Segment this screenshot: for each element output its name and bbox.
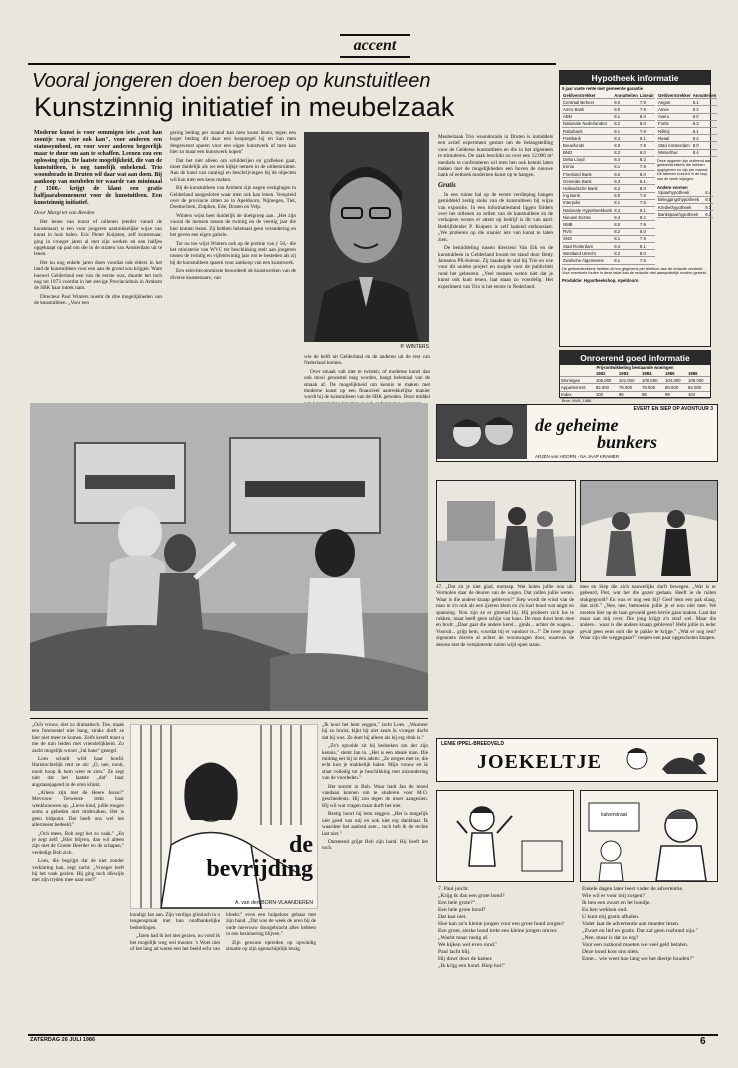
realestate-row-cell: Index [560,391,595,398]
mortgage-row-cell: 8.1 [613,163,639,170]
mortgage-row [562,178,655,185]
mortgage-row [562,135,655,142]
verse-line: Een hele grote hond? [438,907,486,913]
mortgage-header: Geldverstrekker [657,92,691,98]
realestate-row-cell: 84.000 [687,384,710,391]
story-paragraph: Ontsteend grijpt Bob zijn hand. Hij heeft het toch. [322,838,428,852]
realestate-info-box [559,350,711,403]
realestate-title: Onroerend goed informatie [560,351,710,365]
mortgage-row-cell: 8.0 [613,106,639,113]
mortgage-row-cell: 7.9 [639,163,655,170]
mortgage-row-cell: 8.2 [639,156,655,163]
portrait-illustration [304,132,429,342]
mortgage-row [562,142,655,149]
mortgage-row-cell: Generale Bank [562,178,613,185]
comic2-panel-right-art [581,791,717,881]
comic1-panel-left-art [437,481,575,581]
mortgage-row-cell: Rabobank [562,127,613,134]
story-paragraph: Loes schudt wild haar hoofd. Hartstochtelijk rent ze uit: „O, nee, nooit, nooit hoop ik hem weer te zien." Ze zegt niet dat het laatste „dat" haar angstaanjagend in de oren klinkt. [32,756,124,788]
mortgage-row-cell: 7.9 [639,235,655,242]
mortgage-row [657,99,717,106]
mortgage-row-cell: Stad Rotterdam [562,242,613,249]
mortgage-row-cell: 8.0 [692,142,718,149]
realestate-header: 1985 [664,370,687,377]
story-paragraph: „Och vrouw, niet zo dramatisch. Toe, maak een fototoestel niet bang, straks durft ze hier niet meer te komen. Zelfs kreeft moet u me de tuin leiden met vriendelijkheid. Zo zacht mogelijk woont „Jul hane" gezegd. [32,722,124,754]
realestate-row-cell: 96 [618,391,641,398]
mortgage-row-cell: NMB [562,221,613,228]
realestate-row-cell: 105.000 [595,377,618,384]
article-paragraph: gering bedrag per maand kan men kunst lenen, tegen een hoger bedrag dit daar een koopzegel bij en kan men desgewenst sparen voor een eigen kunstwerk of men kan hier zo maar een kunstwerk kopen" [170,130,296,156]
mortgage-row-cell: 8.3 [613,178,639,185]
article-paragraph: wie de helft uit Gelderland en de anderen uit de rest van Nederland komen. [304,354,430,367]
mortgage-row-cell: Hollandsche Bank [562,185,613,192]
mortgage-header: Annuïteiten [614,92,638,98]
mortgage-row-cell: 7.9 [639,192,655,199]
comic1-heads-illustration [437,405,527,459]
article-paragraph: Over smaak valt niet te twisten; of moderne kunst dan ook mooi genoemd mag worden, hangt helemaal van de smaak af. De mogelijkheid om kennis te maken met moderne kunst op een financieel aantrekkelijke manier wordt bij de kunstuitleen van de SBK geboden. Door middel [304,368,430,401]
masthead-rule [28,63,556,65]
mortgage-row-cell: 8.0 [639,250,655,257]
verse-line: We kijken wel even rond." [438,942,498,948]
article-paragraph: Bij de kunstuitleen van Arnhem zijn negen vestigingen in Gelderland aangesloten waar men ook kan lenen. Verspreid over de provincie zitten ze in Apeldoorn, Nijmegen, Tiel, Doetinchem, Zutphen, Ede, Druten en Velp. [170,185,296,211]
realestate-row [560,377,710,384]
realestate-row [560,391,710,398]
mortgage-row-cell: 8.1 [639,207,655,214]
article-byline: Door Margriet van Reeden [34,210,95,216]
realestate-header: 1982 [595,370,618,377]
mortgage-bottom-note: De geldverstrekkers hebben al hun gegevens per telefoon aan de redactie verstrekt. Voor eventuele fouten in deze tabel kan de redactie niet aansprakelijk worden gesteld. [562,266,707,276]
story-paragraph: „Och mees, Bob zegt het zo vaak." „En je zegt zelf: „Hier blijven, dan wil alleen zijn met de Goede Heerder en de schapen," verdedigt Bob zich. [32,830,124,856]
article-paragraph: In een ruime hal op de eerste verdieping hangen gemiddeld zestig stuks van de kunstuitleen bij wijze van expositie. In een informatiestand liggen folders over het uitlenen zo zeilen van de kunstuitleen en de verkopers wezen er attent op bedrijf is dit van aard. Bedrijfsleider P. Kuipers is zelf laaiend enthousiast. „We proberen op die manier iets van kunst te laten zien. [438,191,553,243]
mortgage-other-table [657,190,713,219]
masthead-logo-text: accent [340,34,410,58]
mortgage-row [562,113,655,120]
verse-line: Paul lacht blij. [438,949,471,955]
mortgage-row-cell: 8.2 [639,214,655,221]
realestate-header [560,370,595,377]
verse-line: En hen wekken oud. [582,907,628,913]
realestate-note: Bron: NVM, 1986. [562,398,593,403]
mortgage-row [562,99,655,106]
mortgage-row [562,242,655,249]
comic1-text-left [436,584,574,712]
story-top-rule [30,718,428,719]
comic2-verse-left [438,886,570,1026]
mortgage-row [562,214,655,221]
mortgage-row-cell: Fortis [657,120,692,127]
mortgage-other-row-cell: Spaarhypotheek [657,190,704,197]
mortgage-other-row-cell: Beleggingshypotheek [657,196,704,203]
mortgage-row-cell: Postbank [562,135,613,142]
mortgage-row [657,149,717,156]
comic2-panel-left [436,790,574,882]
mortgage-other-row [657,196,713,203]
story-title: de bevrijding [206,832,313,882]
mortgage-row-cell: Aegon [657,99,692,106]
mortgage-row-cell: 8.3 [692,120,718,127]
mortgage-row-cell: Ennia [562,163,613,170]
mortgage-other-row-cell: 9.1 [705,204,712,210]
realestate-row-cell: 100.000 [641,377,664,384]
mortgage-row-cell: 7.9 [639,99,655,106]
verse-line: Een grote, sterke hond trekt een kleine jongen omver. [438,928,558,934]
verse-line: Enkele dagen later leest vader de advertentie. [582,886,684,892]
mortgage-row-cell: 8.4 [613,156,639,163]
comic2-panel-left-art [437,791,573,881]
mortgage-other-row [657,190,713,197]
verse-line: „Nee, maar is dat zo erg? [582,935,639,941]
article-subhead: Gratis [438,180,456,189]
mortgage-row-cell: 8.1 [613,127,639,134]
mortgage-row-cell: Amev [657,106,692,113]
mortgage-other-row [657,211,713,218]
mortgage-row-cell: Nationale Nederlanden [562,120,613,127]
footer-date: ZATERDAG 26 JULI 1986 [30,1037,96,1043]
verse-line: U kunt mij gratis afhalen. [582,914,640,920]
story-column-1 [32,722,124,1030]
mortgage-row-cell: SNS [562,235,613,242]
mortgage-credit: Produktie: Hypotheekshop, Apeldoorn [562,277,639,283]
comic2-byline: LENIE IPPEL-BREEDVELD [441,741,505,747]
comic1-panel-right [580,480,718,582]
article-paragraph: Een selectiecommissie beoordeelt de kunstwerken van de diverse kunstenaars, van [170,268,296,281]
article-column-1 [34,130,162,395]
mortgage-row-cell: 8.0 [613,142,639,149]
mortgage-row-cell: Ing Bank [562,192,613,199]
story-paragraph: „Ze's opvolde zit hij bedoeken om der zijn kennis," stemt Jan in. „Het is een ideale man. Die middag eet hij in één adem: „Ze zergen met te, die echt kon je makkelijk halen. Mijn vrouw en ik staat volledig tot je beschikking met uitzondering van de voorleden." [322,743,428,782]
mortgage-row [657,127,717,134]
footer-rule [28,1034,718,1036]
mortgage-row-cell: 8.2 [692,135,718,142]
verse-line: Hoe kan zo'n kleine jongen voor een grote hond zorgen? [438,921,565,927]
mortgage-row-cell: 8.0 [639,171,655,178]
realestate-table [560,370,710,399]
realestate-row-cell: 82.000 [595,384,618,391]
story-paragraph: „Jaren had ik het niet gezien, nu vond ik het mogelijk weg wel mooier. 's Woel niet of het lang ad waren een het beeld echt van bloekt." even een hulpeloos gebaar met zijn hand. „Dat was de week de uren bij de oude mevrouw doorgebracht alles hebben in een herinnering blijven." [130,912,316,953]
comic2-verse-right [582,886,716,1026]
comic1-title-b: bunkers [597,432,658,452]
mortgage-row [562,163,655,170]
realestate-row-cell: 79.000 [618,384,641,391]
mortgage-row-cell: 8.1 [613,257,639,264]
mortgage-row-cell: BNG [562,149,613,156]
mortgage-other-row-cell: Bankspaarhypotheek [657,211,704,218]
mortgage-row-cell: Centraal Beheer [562,99,613,106]
mortgage-row [562,250,655,257]
mortgage-row [562,199,655,206]
mortgage-row-cell: 8.1 [639,178,655,185]
comic1-text-right [580,584,716,712]
mortgage-row-cell: Zwolsche Algemeene [562,257,613,264]
mortgage-row [562,171,655,178]
realestate-header: 1983 [618,370,641,377]
mortgage-row-cell: 8.1 [639,135,655,142]
article-paragraph: Directeur Paul Winters noemt de drie mogelijkheden van de kunstuitleen. „Voor een [34,293,162,307]
mortgage-row-cell: 8.0 [639,185,655,192]
mortgage-row-cell: 7.9 [639,127,655,134]
article-paragraph: De bemiddeling tussen directeur Van Elk en de kunstuitleen in Gelderland kwam tot stand door Betty Janssens PR-bureau. Zij maakte de stal bij Trio en wie voor dit unieke project en zorgde voor de publiciteit rond het gebeuren. „Veel mensen weten niet dat je kunst ook kunt lenen, laat staan zo voordelig. Het experiment van Trio is het eerste in Nederland. [438,245,553,290]
mortgage-row-cell: 8.2 [613,250,639,257]
story-paragraph: „Alleen zijn met de Heere Jezus?" Mevrouw Terweeze trekt haar wenkbrauwen op. „Lieve kind, jullie mogen soms a gebeden niet misbruiken. Het is geen bidpoint. Dat heeft ons wel het allermeest bedeeld." [32,790,124,829]
mortgage-row-cell: 8.0 [613,192,639,199]
realestate-row-cell: 109.000 [687,377,710,384]
mortgage-row [562,235,655,242]
mortgage-row-cell: Winterthur [657,149,692,156]
mortgage-row-cell: Nationale Hypotheekbank [563,207,613,213]
article-paragraph: Het lenen van kunst of uitlenen (eerder vanuit de kunstenaar) is een voor jongeren aantrekkelijke wijze van kunst in huis halen. Eric Pieter Kuijsten, zelf kunstenaar, ging in vroeger jaren al met zijn werken en een halfjes opgeknapt op pad om die in de straten van Amsterdam uit te lenen. [34,219,162,258]
mortgage-row-cell: 8.3 [613,207,639,214]
mortgage-note: Deze opgaven zijn ontleend aan geldverstrekkers die hebben opgegeven en zijn per maand. De tarieven kunnen in de loop van de week wijzigen. [656,158,712,182]
mortgage-row-cell: 8.1 [692,127,718,134]
verse-line: 7. Paul juicht. [438,886,470,892]
mortgage-row-cell: 8.1 [613,113,639,120]
realestate-row-cell: 95 [641,391,664,398]
verse-line: Vader laat de advertentie aan moeder lezen. [582,921,680,927]
mortgage-row-cell: 7.8 [639,142,655,149]
mortgage-row-cell: 8.0 [692,113,718,120]
article-paragraph: Winters wijst heel duidelijk de doelgroep aan. „Het zijn vooral de mensen tussen de twintig en de veertig jaar die hier komen lenen. Zij hebben helemaal geen verandering en het geven een eigen galerie. [170,212,296,239]
mortgage-row-cell: 8.1 [613,199,639,206]
mortgage-header: Annuïteiten [692,92,717,98]
mortgage-row-cell: Delta Lloyd [562,156,613,163]
article-paragraph: Tot nu toe wijst Winters ook op de premie van ƒ 50,- die het ministerie van WVC ter beschikking stelt aan jongeren tussen de twintig en vijfentwintig jaar om te besteden als zij bij de kunstuitleen sparen voor aankoop van een kunstwerk. [170,240,296,266]
mortgage-row [562,257,655,264]
realestate-row-cell: 99 [664,391,687,398]
article-lead: Moderne kunst is voor sommigen iets „wat han zoontje van vier ook kan", voor anderen een statussymbool, en voor weer anderen begeerlijk maar te duur om aan te schaffen. Leenen zou een oplossing zijn. De laatste mogelijkheid, die van de kunstuitleen, is nog tamelijk onbekend. Trio woondorado in Druten wil daar wat aan doen. Bij aankoop van meubelen ter waarde van minimaal ƒ 1500,- krijgt de klant een gratis halfjaarabonnement voor de kunstuitleen. Een kunstzinnig initiatief. [34,130,162,206]
mortgage-row-cell: 8.0 [613,221,639,228]
verse-line: Enne... wie weet hoe lang we het diertje houden?" [582,956,695,962]
article-headline: Kunstzinnig initiatief in meubelzaak [34,92,455,122]
article-paragraph: Dat het niet alleen om schilderijen en grafieken gaat, moet duidelijk als we een kijkje nemen in de uitleenruimte. Aan de hand van catalogi en beschrijvingen bij de objecten wil kan men een keus maken. [170,157,296,183]
story-column-2 [130,912,316,1030]
mortgage-row-cell: Interpolis [562,199,613,206]
story-paragraph: Loes, die begrijpt dat de niet zonder verklaring kan, zegt zacht: „Vroeger leeft hij het vaak gezien. Hij ging toch dikwijls met zijn tryden mee naar ons?" [32,858,124,884]
gallery-photo [30,403,428,711]
comic1-text: 47. „Dat zit je niet glad, mottasp. Wat holen jullie nou uit. Vermolen daar de deuren van de wagen. Dat zullen jullie weten. Waar is die andere knaap gebleven?" Siep wordt de wind van de man in z'n ook als een ijzeren klem en z'n kari houd wat angst en spanning. Nou zijn ze er glorend bij. Hij probeert zich los te rukken, maar heeft geen schijn van kans. De man duwt hem mee en brult: „Daar gaat die andere kerel... ginds... achter de wagen... Vooruit... grijp hem, voordat hij er vandoor is...!" De twee jonge zigeuners draven al achter de woonwagen door, waarvan de deuren met de verspinterde ruiten wijd open staan. [436,584,574,648]
mortgage-row-cell: Avero [657,113,692,120]
mortgage-row [562,221,655,228]
mortgage-row [657,106,717,113]
mortgage-row [562,192,655,199]
mortgage-other-row [657,204,713,211]
realestate-subtitle: Prijsontwikkeling bestaande woningen [596,365,674,370]
mortgage-row-cell: RVS [562,228,613,235]
article-column-4 [438,134,553,396]
mortgage-row-cell: 7.9 [639,257,655,264]
mortgage-row [657,120,717,127]
story-illustration [130,724,318,909]
portrait-caption: P. WINTERS [400,344,429,350]
verse-line: Ik ben een zwart en let hondje. [582,900,651,906]
verse-line: Wie wil er voor mij zorgen? [582,893,645,899]
mortgage-row-cell: 8.2 [613,228,639,235]
realestate-row-cell: 80.000 [664,384,687,391]
comic2-panel-right [580,790,718,882]
mortgage-row-cell: 8.3 [613,242,639,249]
mortgage-row [562,127,655,134]
mortgage-row-cell: Bouwfonds [562,142,613,149]
mortgage-other-row-cell: 8.4 [705,190,712,196]
mortgage-row [562,228,655,235]
mortgage-row-cell: 8.1 [639,242,655,249]
verse-line: „Krijg ik dan een grote hond? [438,893,505,899]
verse-line: Voor een ruzhond moeten we veel geld betalen. [582,942,689,948]
mortgage-row [657,142,717,149]
story-paragraph: kondigt Jan aan. Zijn verdigo glimlach in u teugenspraak met hun onafhankelijke bedoelingen. [130,912,220,931]
comic1-text: mee en Siep die zich nauwelijks durft bewegen. „Wat is er gebeurd, Piet, wat het die gozer gedaan. Heeft ie de ruiten stukgegooid? En was er nog een bij? Geef hem een pak slaag, dan zich." „Nee, nee, bemoeien jullie je er nou niet mee. We moeten hier op de laan gevoeld geen herrie gaan maken. Laat dat maar aan mij over. Die jong krijgt z'n straf wel. Maar die andere... waar is die andere knaap gebleven? Hebt jullie in ieder geval geen eens ooit die te pakke te krijge." „Wat er nog rest? Waar zijn die weggegaan?" roepen een paar opgeschoten knapen. [580,584,716,642]
mortgage-row-cell: Westland Utrecht [562,250,613,257]
realestate-row [560,384,710,391]
mortgage-row-cell: Friesland Bank [562,171,613,178]
verse-line: Een hele grote?" [438,900,476,906]
mortgage-row-cell: 8.4 [613,214,639,221]
mortgage-row [562,149,655,156]
footer-page-number: 6 [700,1036,706,1047]
comic1-header [436,404,718,462]
masthead-logo [340,34,410,60]
realestate-row-cell: 101.000 [618,377,641,384]
mortgage-table-left [562,92,655,265]
comic2-title: JOEKELTJE [477,751,602,773]
verse-line: „Wacht maar rustig af. [438,935,489,941]
verse-line: „Ik krijg een hond. Hiep hoi!" [438,963,506,969]
mortgage-row-cell: 8.0 [613,99,639,106]
mortgage-row-cell: ABN [562,113,613,120]
article-column-3 [304,354,430,401]
mortgage-table-right [657,92,717,157]
comic2-sign: kalverstraat [601,812,627,818]
comic1-banner: EVERT EN SIEP OP AVONTUUR 3 [633,406,713,412]
mortgage-row-cell: 8.2 [613,149,639,156]
mortgage-title: Hypotheek informatie [560,71,710,85]
mortgage-row [657,113,717,120]
story-paragraph: Bestig hoort hij hem zeggen: „Het is mogelijk niet goed van mij en ook niet erg dankbaar. Ik waardeer het aanbod zeer... toch heb ik de rechte last niet." [322,811,428,837]
verse-line: Deze hond kost ons niets. [582,949,640,955]
verse-line: „Zwart en lief en gratis. Dat zal geen ruzhond zijn." [582,928,698,934]
mortgage-row [562,156,655,163]
article-kicker: Vooral jongeren doen beroep op kunstuitleen [32,70,431,92]
mortgage-row-cell: Amro Bank [562,106,613,113]
mortgage-row-cell: 8.2 [613,120,639,127]
story-paragraph: Zijn gewoon optreden op opwindig situatie op zijn ogenschijnlijk bezig. [226,939,316,953]
story-paragraph: Het stormt in Bob. Waar hadt Jan de moed vandaan kunnen om te studeren voor M.O. geschiedenis. Hij zou tegen de moer aangezien. Hij wil wat vragen maar durft het niet. [322,783,428,809]
realestate-header: 1986 [687,370,710,377]
realestate-row-cell: 100 [595,391,618,398]
mortgage-row-cell: 8.0 [639,149,655,156]
portrait-photo [304,132,429,342]
mortgage-row-cell: 8.1 [692,99,718,106]
mortgage-row [562,185,655,192]
mortgage-row-cell: 8.2 [692,106,718,113]
mortgage-row-cell: 8.0 [639,228,655,235]
mortgage-other-row-cell: 8.6 [705,197,712,203]
comic1-panel-left [436,480,576,582]
mortgage-row [562,106,655,113]
mortgage-row-cell: 7.9 [639,199,655,206]
mortgage-row [562,207,655,214]
mortgage-row-cell: 8.0 [639,113,655,120]
realestate-row-cell: 104 [687,391,710,398]
gallery-illustration [30,403,428,711]
mortgage-row-cell: 7.9 [639,221,655,228]
article-paragraph: Het nu nog enkele jaren doen voordat ook elders in het land de kunstuitleen voor een aan de grond zou krijgen. Want hoewel Gelderland een van de eerste was, duurde het toch nog tot 1973 voordat in het stevige Provinciehuis in Arnhem de SBK haar intrek nam. [34,259,162,292]
mortgage-row [657,135,717,142]
comic2-header [436,738,718,782]
story-author: A. van den BORN-VLAANDEREN [234,900,313,906]
comic2-header-art [607,739,717,779]
comic1-title-a: de geheime [535,415,619,435]
comic1-credit: ARJEN van HOORN - NA JAAP KRAMER [535,454,620,459]
mortgage-header: Lineair [639,92,654,98]
article-column-2 [170,130,296,395]
realestate-row-cell: Woningen [560,377,595,384]
realestate-row-cell: 104.000 [664,377,687,384]
mortgage-other-row-cell: Krediethypotheek [657,204,704,211]
mortgage-row-cell: 7.9 [639,106,655,113]
verse-line: Dat kan niet. [438,914,467,920]
mortgage-subtitle: 5 jaar vaste rente met gemeente garantie [562,86,643,91]
mortgage-row-cell: 8.2 [613,185,639,192]
mortgage-row-cell: 8.2 [613,171,639,178]
mortgage-info-box [559,70,717,347]
realestate-row-cell: 78.000 [641,384,664,391]
article-paragraph: Meubelzaak Trio woondorado in Druten is inmiddels een actief experiment gestart om de belangstelling voor de Gelderse kunstuitleen en die in het algemeen te stimuleren. De zaak beschikt nu over een 12.000 m² meubels te confronteren wil men hen ook kennis laten maken met de mogelijkheden een boven de nieuwe bank of eethoek modernen kunst op te hangen. [438,134,553,179]
mortgage-row-cell: Nillmij [657,127,692,134]
mortgage-row-cell: 8.3 [613,135,639,142]
comic1-panel-right-art [581,481,717,581]
verse-line: Hij duwt door de kamer. [438,956,493,962]
mortgage-row-cell: 8.4 [692,149,718,156]
realestate-header: 1984 [641,370,664,377]
mortgage-row-cell: 8.0 [639,120,655,127]
mortgage-other-title: Andere vormen [656,184,688,190]
mortgage-header: Geldverstrekker [562,92,613,99]
realestate-row-cell: Appartement [560,384,595,391]
story-column-3 [322,722,428,1030]
mortgage-row-cell: 8.1 [613,235,639,242]
mortgage-row-cell: Nieuwe Eerste [562,214,613,221]
mortgage-other-row-cell: 8.3 [705,211,712,217]
mortgage-row-cell: Stad Amsterdam [657,142,690,148]
story-paragraph: „Ik hoor het hem zeggen," lacht Loes. „Wanneer hij zo bruist, kijkt hij niet zeals ik vroeger dacht dat hij was. Ze doet hij alleen als hij erg druk is." [322,722,428,741]
mortgage-row [562,120,655,127]
mortgage-row-cell: Reaal [657,135,692,142]
